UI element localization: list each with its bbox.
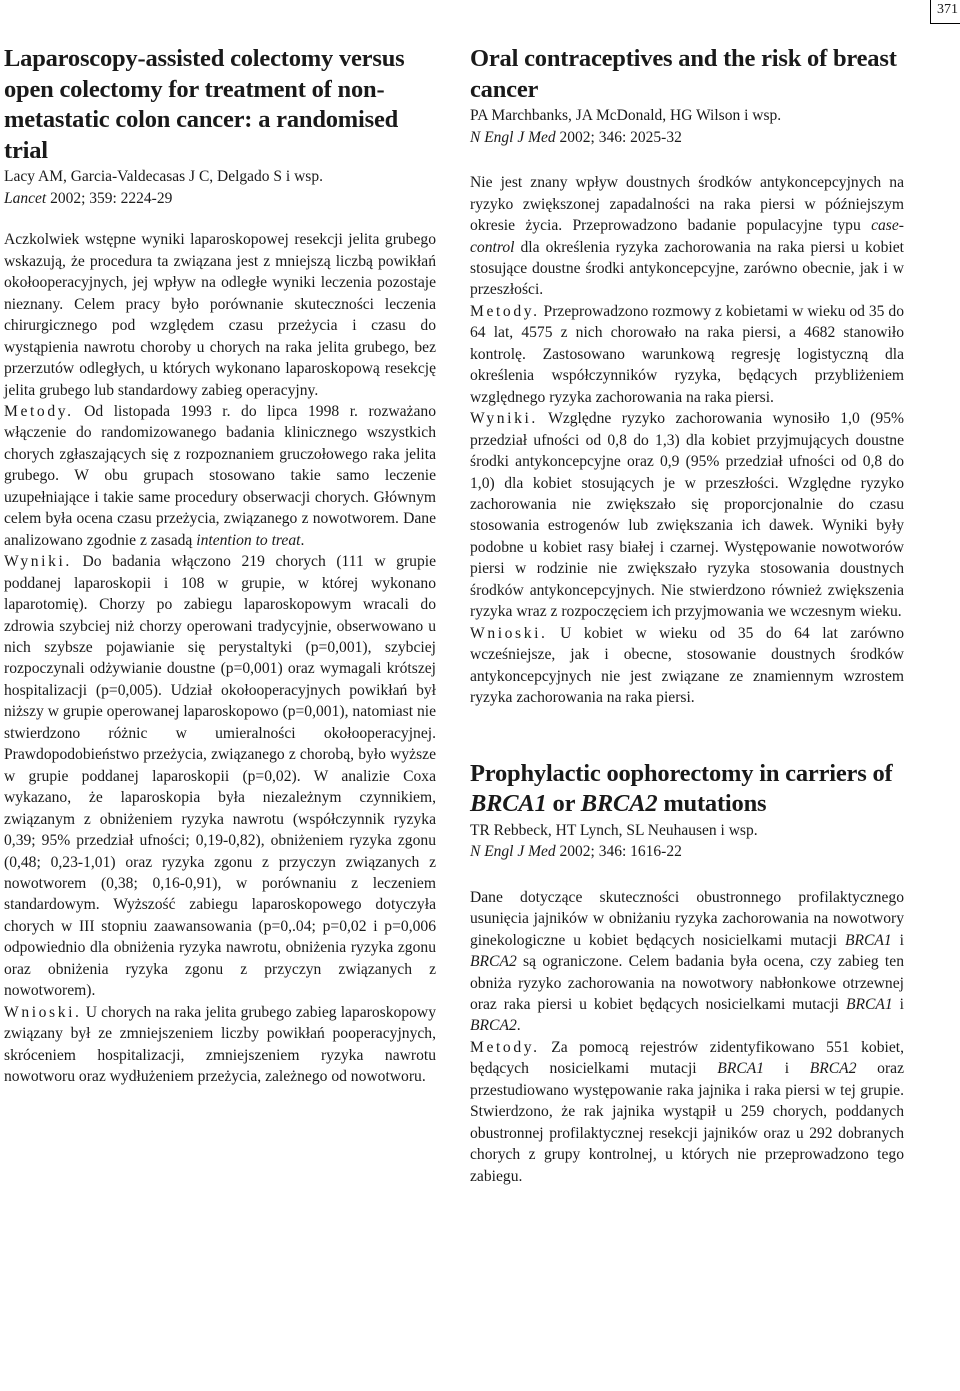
methods-label: Metody. bbox=[470, 1038, 540, 1056]
article-title bbox=[470, 759, 904, 820]
abstract-conclusions bbox=[470, 623, 904, 709]
methods-text: Od listopada 1993 r. do lipca 1998 r. rozważano włączenie do randomizowanego badania klinicznego wszystkich chorych zgłaszających się z rozpoznaniem gruczołowego raka jelita grubego. W obu grupach stosowano takie samo leczenie uzupełniające i takie same procedury obserwacji chorych. Głównym celem była ocena czasu przeżycia, związanego z nowotworem. Dane analizowano zgodnie z zasadą bbox=[4, 403, 436, 549]
left-column bbox=[4, 44, 436, 1088]
methods-label: Metody. bbox=[470, 302, 540, 320]
title-text: Prophylactic oophorectomy in carriers of bbox=[470, 759, 893, 787]
article-citation bbox=[470, 841, 904, 863]
conj: i bbox=[764, 1060, 810, 1078]
article-citation bbox=[470, 127, 904, 149]
results-text: Względne ryzyko zachorowania wynosiło 1,0 (95% przedział ufności od 0,8 do 1,3) dla kobiet przyjmujących doustne środki antykoncepcyjne oraz 0,9 (95% przedział ufności od 0,8 do 1,0) dla kobiet stosujących je w przeszłości. Względne ryzyko zachorowania nie zwiększało się proporcjonalnie do czasu stosowania estrogenów lub zwiększania ich dawek. Wyniki były podobne u kobiet rasy białej i czarnej. Występowanie nowotworów piersi w rodzinie nie zwiększało ryzyka stosowania doustnych środków antykoncepcyjnych. Nie stwierdzono również zwiększenia ryzyka wraz z rozpoczęciem ich przyjmowania we wczesnym wieku. bbox=[470, 410, 904, 621]
gene-brca1: BRCA1 bbox=[844, 931, 892, 949]
page-number: 371 bbox=[930, 0, 960, 24]
title-or: or bbox=[546, 790, 581, 818]
intro-text: Dane dotyczące skuteczności obustronnego profilaktycznego usunięcia jajników w obniżaniu ryzyka zachorowania na nowotwory ginekologiczne u kobiet będących nosicielkami mutacji bbox=[470, 888, 904, 949]
intro-text-mid: są ograniczone. Celem badania była ocena, czy zabieg ten obniża ryzyko zachorowania na nowotwory nabłonkowe otrzewnej oraz raka piersi u kobiet będących nosicielkami mutacji bbox=[470, 953, 904, 1013]
abstract-methods bbox=[470, 301, 904, 408]
journal-name: Lancet bbox=[4, 189, 47, 207]
citation-details: 2002; 359: 2224-29 bbox=[46, 189, 173, 207]
methods-text: Przeprowadzono rozmowy z kobietami w wieku od 35 do 64 lat, 4575 z nich chorowało na raka piersi, a 4682 stanowiło kontrolę. Zastosowano warunkową regresję logistyczną dla określenia współczynników ryzyka, będących przybliżeniem względnego ryzyka zachorowania na raka piersi. bbox=[470, 302, 904, 406]
abstract-conclusions bbox=[4, 1002, 436, 1088]
article-abstract bbox=[470, 887, 904, 1187]
gene-brca1: BRCA1 bbox=[845, 995, 893, 1013]
conj: i bbox=[891, 931, 904, 949]
abstract-results bbox=[4, 551, 436, 1002]
article-title: Laparoscopy-assisted colectomy versus open colectomy for treatment of non-metastatic colon cancer: a randomised trial bbox=[4, 45, 405, 164]
intro-italic: case-control bbox=[470, 217, 904, 256]
abstract-intro: Aczkolwiek wstępne wyniki laparoskopowej resekcji jelita grubego wskazują, że procedura ta związana jest z mniejszą liczbą powikłań okołooperacyjnych, jej wpływ na odległe wyniki leczenia pozostaje nieznany. Celem pracy było porównanie skuteczności leczenia chirurgicznego pod względem czasu przeżycia i czasu do wystąpienia nawrotu choroby u chorych na raka jelita grubego, bez przerzutów odległych, u których wykonano laparoskopową resekcję jelita grubego lub standardowy zabieg operacyjny. bbox=[4, 231, 436, 399]
abstract-intro bbox=[470, 887, 904, 1037]
article-citation bbox=[4, 188, 436, 210]
article-title: Oral contraceptives and the risk of breast cancer bbox=[470, 45, 897, 103]
title-text-end: mutations bbox=[657, 790, 767, 818]
abstract-methods bbox=[4, 401, 436, 551]
gene-brca2: BRCA2 bbox=[809, 1060, 857, 1078]
results-label: Wyniki. bbox=[4, 553, 72, 571]
abstract-intro bbox=[470, 172, 904, 301]
article-authors: TR Rebbeck, HT Lynch, SL Neuhausen i wsp. bbox=[470, 821, 758, 839]
article-abstract bbox=[470, 172, 904, 708]
abstract-methods bbox=[470, 1037, 904, 1187]
results-label: Wyniki. bbox=[470, 410, 538, 428]
article-authors: PA Marchbanks, JA McDonald, HG Wilson i wsp. bbox=[470, 107, 782, 125]
methods-text: Za pomocą rejestrów zidentyfikowano 551 kobiet, będących nosicielkami mutacji bbox=[470, 1038, 904, 1078]
intro-text: Nie jest znany wpływ doustnych środków antykoncepcyjnych na ryzyko zwiększonej zapadalności na raka piersi w późniejszym okresie życia. Przeprowadzono badanie populacyjne typu bbox=[470, 174, 904, 235]
citation-details: 2002; 346: 2025-32 bbox=[555, 128, 682, 146]
right-column bbox=[470, 44, 904, 1187]
conj: i bbox=[892, 995, 904, 1013]
conclusions-label: Wnioski. bbox=[470, 624, 548, 642]
conclusions-label: Wnioski. bbox=[4, 1003, 82, 1021]
article-authors: Lacy AM, Garcia-Valdecasas J C, Delgado S i wsp. bbox=[4, 168, 323, 186]
gene-brca1: BRCA1 bbox=[717, 1060, 765, 1078]
article-abstract bbox=[4, 229, 436, 1087]
conclusions-text: U chorych na raka jelita grubego zabieg laparoskopowy związany był ze zmniejszeniem liczby powikłań pooperacyjnych, skróceniem hospitalizacji, zmniejszeniem ryzyka nawrotu nowotworu oraz wydłużeniem przeżycia, zależnego od nowotworu. bbox=[4, 1003, 436, 1086]
gene-brca2: BRCA2 bbox=[470, 1017, 517, 1035]
intro-text-end: dla określenia ryzyka zachorowania na raka piersi u kobiet stosujące doustne środki antykoncepcyjne, zarówno obecnie, jak i w przeszłości. bbox=[470, 238, 904, 299]
title-gene-brca2: BRCA2 bbox=[580, 790, 658, 818]
methods-label: Metody. bbox=[4, 403, 74, 420]
journal-name: N Engl J Med bbox=[470, 843, 556, 861]
intro-end: . bbox=[516, 1017, 521, 1035]
title-gene-brca1: BRCA1 bbox=[470, 790, 547, 818]
results-text: Do badania włączono 219 chorych (111 w grupie poddanej laparoskopii i 108 w grupie, w której wykonano laparotomię). Chorzy po zabiegu laparoskopowym wracali do zdrowia szybciej niż chorzy operowani tradycyjnie, obserwowano u nich szybsze pojawianie się perystaltyki (p=0,001), szybciej rozpoczynali odżywianie doustne (p=0,001) oraz wymagali krótszej hospitalizacji (p=0,005). Udział okołooperacyjnych powikłań był niższy w grupie operowanej laparoskopowo (p=0,001), natomiast nie stwierdzono różnic w umieralności okołooperacyjnej. Prawdopodobieństwo przeżycia, związanego z chorobą, było wyższe w grupie poddanej laparoskopii (p=0,02). W analizie Coxa wykazano, że laparoskopia była niezależnym czynnikiem, związanym z obniżeniem ryzyka nawrotu (współczynnik ryzyka 0,39; 95% przedział ufności; 0,19-0,82), obniżeniem ryzyka zgonu (0,48; 0,23-1,01) oraz ryzyka zgonu z przyczyn związanych z nowotworem (0,38; 0,16-0,91), w porównaniu z leczeniem standardowym. Wyższość zabiegu laparoskopowego dotyczyła chorych w III stopniu zaawansowania (p=0,.04; p=0,02 i p=0,006 odpowiednio dla obniżenia ryzyka nawrotu, obniżenia ryzyka zgonu oraz obniżenia ryzyka zgonu z przyczyn związanych z nowotworem). bbox=[4, 553, 436, 1000]
methods-end: . bbox=[300, 531, 305, 549]
methods-italic: intention to treat bbox=[196, 531, 301, 549]
methods-text-end: oraz przestudiowano występowanie raka jajnika i raka piersi w tej grupie. Stwierdzono, że rak jajnika wystąpił u 259 chorych, poddanych obustronnej profilaktycznej resekcji jajników oraz u 292 dobranych chorych z grupy kontrolnej, u których nie przeprowadzono tego zabiegu. bbox=[470, 1060, 904, 1185]
journal-name: N Engl J Med bbox=[470, 128, 556, 146]
citation-details: 2002; 346: 1616-22 bbox=[555, 843, 682, 861]
conclusions-text: U kobiet w wieku od 35 do 64 lat zarówno wcześniejsze, jak i obecne, stosowanie doustnych środków antykoncepcyjnych nie jest związane ze znamiennym wzrostem ryzyka zachorowania na raka piersi. bbox=[470, 624, 904, 707]
gene-brca2: BRCA2 bbox=[470, 953, 517, 971]
abstract-results bbox=[470, 408, 904, 623]
